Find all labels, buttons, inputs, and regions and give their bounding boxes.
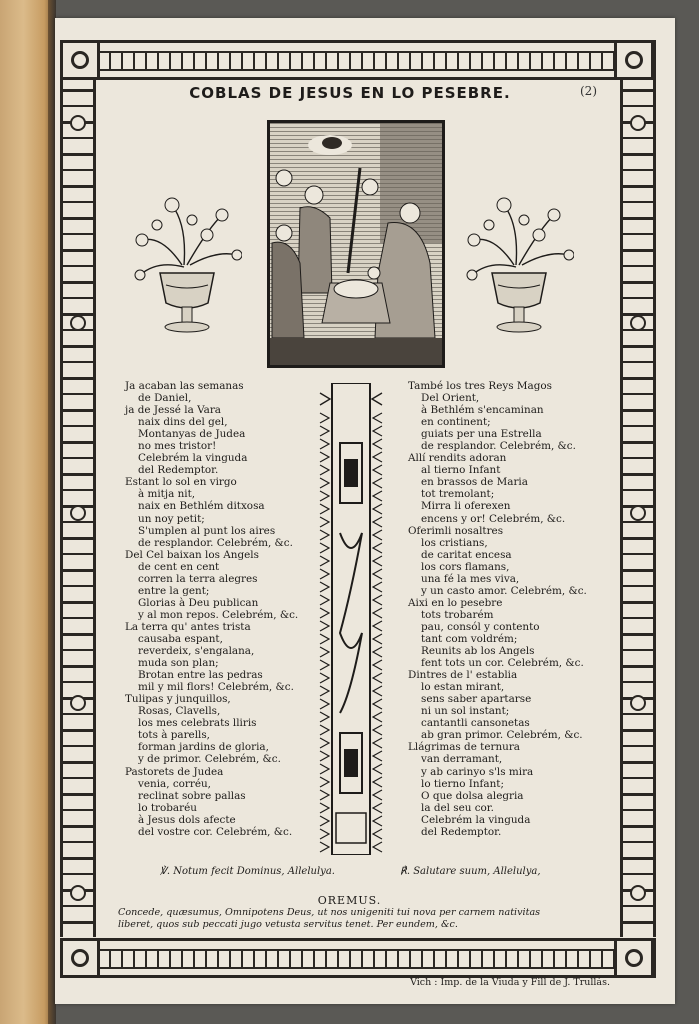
right-ornamental-border [620,75,656,937]
poem-line: Celebrém la vinguda [421,813,531,826]
center-ornamental-strip [318,383,384,855]
printer-imprint: Vich : Imp. de la Viuda y Fill de J. Trullás. [410,977,610,988]
poem-line: O que dolsa alegria [421,789,524,802]
poem-line: També los tres Reys Magos [408,380,552,392]
poem-line: naix en Bethlém ditxosa [138,500,265,513]
corner-ornament [60,40,100,80]
nativity-woodcut-image [267,120,445,368]
poem-line: Estant lo sol en virgo [125,476,237,489]
poem-line: encens y or! Celebrém, &c. [421,512,566,525]
poem-line: y un casto amor. Celebrém, &c. [421,584,587,597]
poem-line: de cent en cent [138,560,220,573]
poem-line: S'umplen al punt los aires [138,524,276,537]
poem-line: tot tremolant; [421,488,495,501]
poem-line: un noy petit; [138,512,205,525]
page-title: COBLAS DE JESUS EN LO PESEBRE. [189,84,511,102]
top-ornamental-border [62,40,656,80]
poem-line: Del Orient, [421,392,480,405]
poem-line: los cristians, [421,536,488,549]
poem-right-column [408,380,618,838]
poem-line: del Redemptor. [138,464,219,477]
poem-line: Allí rendits adoran [408,452,507,465]
poem-line: y ab carinyo s'ls mira [421,765,534,778]
poem-line: lo trobaréu [138,801,197,814]
poem-line: Del Cel baixan los Angels [125,548,259,561]
corner-ornament [614,40,654,80]
poem-line: Rosas, Clavells, [138,705,221,718]
poem-line: y al mon repos. Celebrém, &c. [138,608,299,621]
poem-line: naix dins del gel, [138,416,228,429]
page-number: (2) [580,84,597,98]
poem-line: sens saber apartarse [421,693,532,706]
poem-line: de resplandor. Celebrém, &c. [138,536,293,549]
poem-line: tant com voldrém; [421,632,518,645]
oremus-heading: OREMUS. [317,894,382,907]
response: ℟. Salutare suum, Allelulya, [400,866,541,877]
poem-line: pau, consól y contento [421,620,540,633]
flower-vase-illustration [132,195,242,335]
poem-line: Glorias à Deu publican [138,596,259,609]
poem-line: Brotan entre las pedras [138,669,263,682]
poem-line: entre la gent; [138,584,210,597]
poem-line: Reunits ab los Angels [421,645,535,658]
poem-line: de caritat encesa [421,548,512,561]
poem-line: de resplandor. Celebrém, &c. [421,440,576,453]
poem-left-column [125,380,320,838]
poem-line: ab gran primor. Celebrém, &c. [421,729,583,742]
poem-line: ni un sol instant; [421,705,510,718]
poem-line: los mes celebrats lliris [138,717,257,730]
poem-line: los cors flamans, [421,560,510,573]
left-ornamental-border [60,75,96,937]
poem-line: Llágrimas de ternura [408,741,520,754]
poem-line: corren la terra alegres [138,572,258,585]
poem-line: ja de Jessé la Vara [125,404,221,417]
poem-line: muda son plan; [138,657,219,670]
poem-line: la del seu cor. [421,801,494,814]
poem-line: van derramant, [421,753,503,766]
poem-line: reverdeix, s'engalana, [138,645,255,658]
poem-line: causaba espant, [138,632,223,645]
poem-line: mil y mil flors! Celebrém, &c. [138,681,294,694]
poem-line: en continent; [421,416,491,429]
poem-line: à Jesus dols afecte [138,813,236,826]
poem-line: de Daniel, [138,392,192,405]
poem-line: Dintres de l' establia [408,669,518,682]
poem-line: Aixi en lo pesebre [408,596,503,609]
flower-vase-illustration [464,195,574,335]
poem-line: à Bethlém s'encaminan [421,404,544,417]
oremus-prayer-text: Concede, quæsumus, Omnipotens Deus, ut nos unigeniti tui nova per carnem nativitas liberet, quos sub peccati jugo vetusta servitus tenet. Per eundem, &c. [118,907,541,930]
poem-line: tots trobarém [421,608,494,621]
poem-line: del vostre cor. Celebrém, &c. [138,825,293,838]
poem-line: Celebrém la vinguda [138,452,248,465]
poem-line: y de primor. Celebrém, &c. [138,753,281,766]
poem-line: al tierno Infant [421,464,501,477]
poem-line: Mirra li oferexen [421,500,511,513]
versicle: ℣. Notum fecit Dominus, Allelulya. [160,866,335,877]
poem-line: en brassos de Maria [421,476,528,489]
poem-line: Ja acaban las semanas [125,380,244,392]
book-spine-edge [0,0,52,1024]
poem-line: lo tierno Infant; [421,777,504,790]
poem-line: fent tots un cor. Celebrém, &c. [421,657,584,670]
poem-line: una fé la mes viva, [421,572,520,585]
poem-line: Montanyas de Judea [138,428,246,441]
poem-line: del Redemptor. [421,825,502,838]
poem-line: Oferimli nosaltres [408,524,504,537]
poem-line: à mitja nit, [138,488,196,501]
poem-line: tots à parells, [138,729,210,742]
poem-line: cantantli cansonetas [421,717,530,730]
poem-line: lo estan mirant, [421,681,505,694]
corner-ornament [60,938,100,978]
corner-ornament [614,938,654,978]
poem-line: guiats per una Estrella [421,428,542,441]
poem-line: venia, corréu, [138,777,211,790]
poem-line: forman jardins de gloria, [138,741,269,754]
poem-line: La terra qu' antes trista [125,620,251,633]
bottom-ornamental-border [62,938,656,978]
poem-line: reclinat sobre pallas [138,789,246,802]
poem-line: no mes tristor! [138,440,217,453]
poem-line: Pastorets de Judea [125,765,224,778]
poem-line: Tulipas y junquillos, [125,693,231,706]
